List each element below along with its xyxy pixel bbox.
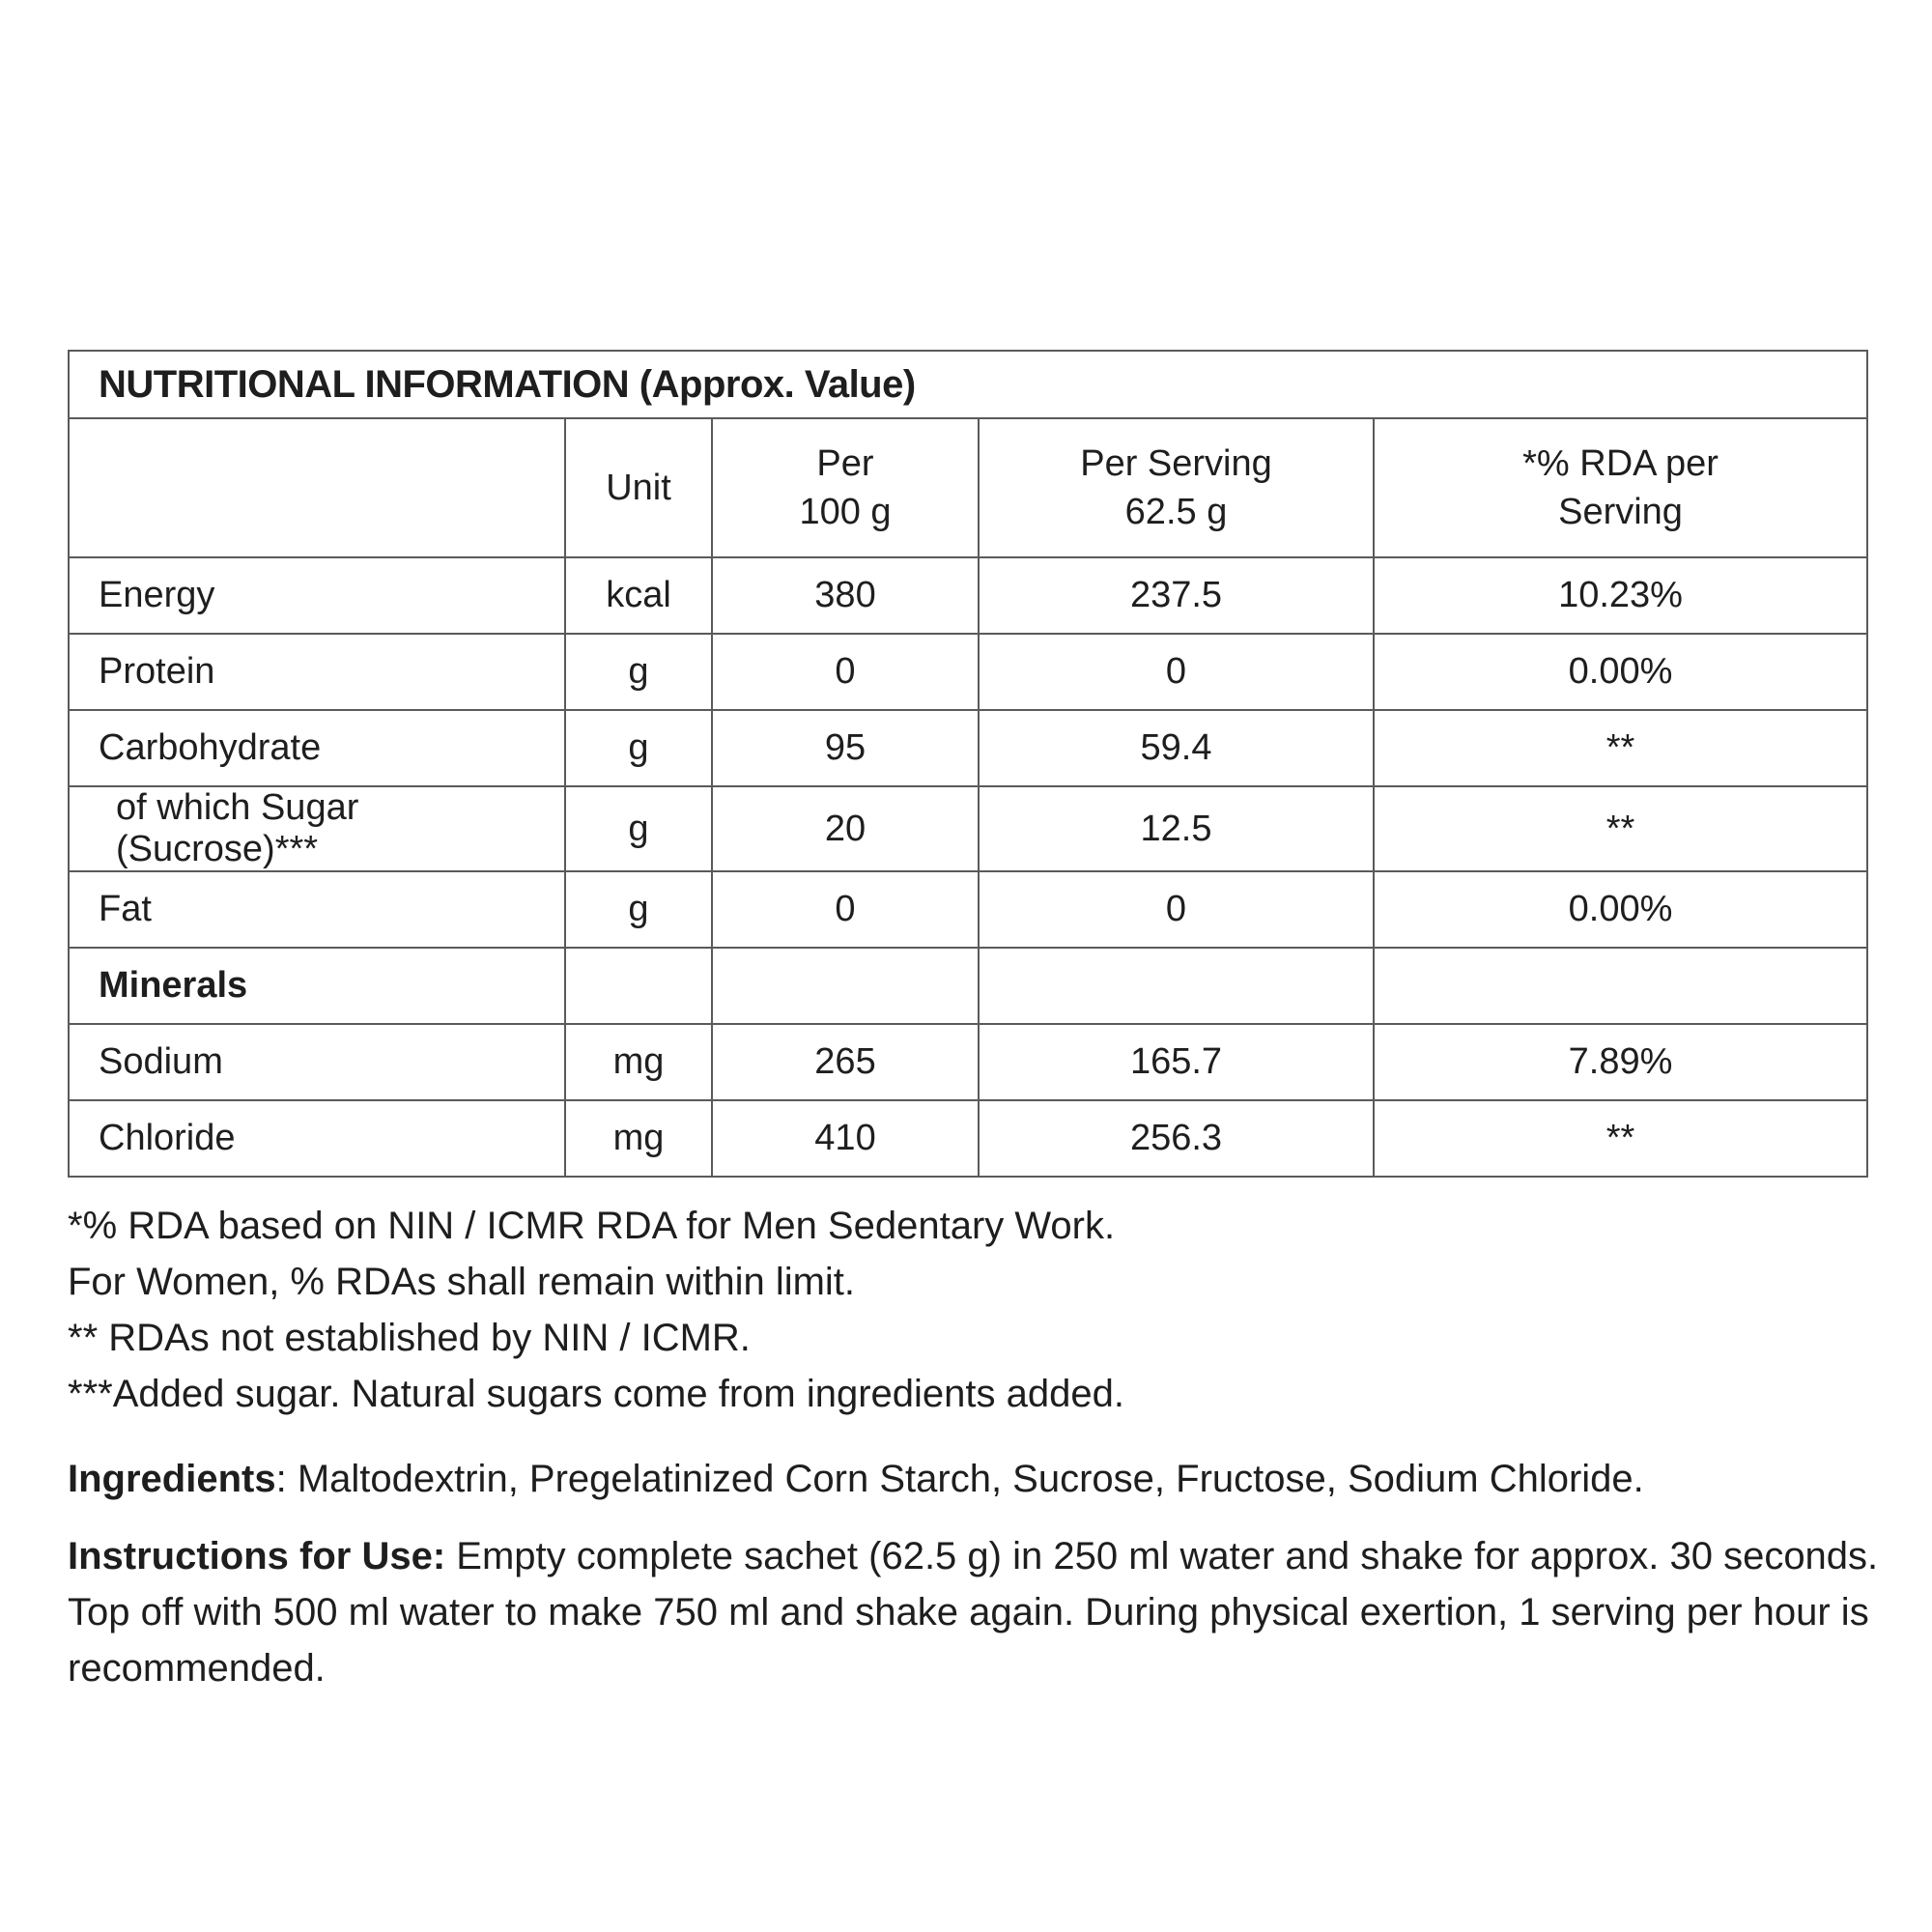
nutrient-per-serving: 0 (979, 871, 1374, 948)
nutrient-rda: ** (1374, 1100, 1867, 1177)
table-row-minerals (69, 948, 1867, 1024)
header-unit: Unit (565, 418, 712, 557)
nutrient-rda: 7.89% (1374, 1024, 1867, 1100)
header-per-serving (979, 418, 1374, 557)
instructions-text: Empty complete sachet (62.5 g) in 250 ml water and shake for approx. 30 seconds. Top off with 500 ml water to make 750 ml and shake again. During physical exertion, 1 serving per hour is recommended. (68, 1535, 1879, 1690)
header-per-100g-line2: 100 g (799, 492, 892, 532)
header-rda (1374, 418, 1867, 557)
table-row-fat (69, 871, 1867, 948)
ingredients-label: Ingredients (68, 1458, 276, 1500)
nutrient-unit (565, 948, 712, 1024)
nutrient-rda (1374, 948, 1867, 1024)
nutrient-unit: kcal (565, 557, 712, 634)
header-per-100g-line1: Per (816, 443, 874, 484)
table-row-chloride (69, 1100, 1867, 1177)
table-title: NUTRITIONAL INFORMATION (Approx. Value) (69, 351, 1867, 418)
instructions-paragraph (68, 1528, 1884, 1696)
nutrient-label: Carbohydrate (69, 710, 565, 786)
footnote-rda-basis: *% RDA based on NIN / ICMR RDA for Men Sedentary Work. (68, 1205, 1116, 1247)
header-per-serving-line2: 62.5 g (1124, 492, 1228, 532)
table-row-sugar (69, 786, 1867, 871)
header-rda-line1: *% RDA per (1522, 443, 1719, 484)
nutrition-panel (68, 350, 1866, 1178)
nutrient-per-100g: 0 (712, 871, 979, 948)
nutrient-label: Energy (69, 557, 565, 634)
table-row-energy (69, 557, 1867, 634)
table-row-carbohydrate (69, 710, 1867, 786)
nutrient-unit: g (565, 786, 712, 871)
table-header-row (69, 418, 1867, 557)
nutrient-label: of which Sugar (Sucrose)*** (69, 786, 565, 871)
nutrient-per-100g: 95 (712, 710, 979, 786)
nutrient-rda: 10.23% (1374, 557, 1867, 634)
header-per-100g (712, 418, 979, 557)
nutrient-per-100g: 265 (712, 1024, 979, 1100)
nutrient-rda: 0.00% (1374, 871, 1867, 948)
nutrient-per-serving: 0 (979, 634, 1374, 710)
instructions-label: Instructions for Use: (68, 1535, 446, 1577)
nutrient-unit: mg (565, 1100, 712, 1177)
nutrient-label: Fat (69, 871, 565, 948)
nutrient-label: Sodium (69, 1024, 565, 1100)
nutrient-per-serving: 165.7 (979, 1024, 1374, 1100)
table-row-sodium (69, 1024, 1867, 1100)
ingredients-text: : Maltodextrin, Pregelatinized Corn Starch, Sucrose, Fructose, Sodium Chloride. (275, 1458, 1644, 1500)
nutrient-rda: ** (1374, 710, 1867, 786)
nutrient-label: Protein (69, 634, 565, 710)
nutrient-per-100g (712, 948, 979, 1024)
nutrient-per-serving: 12.5 (979, 786, 1374, 871)
nutrient-per-100g: 410 (712, 1100, 979, 1177)
nutrient-unit: g (565, 634, 712, 710)
header-nutrient-blank (69, 418, 565, 557)
header-rda-line2: Serving (1558, 492, 1683, 532)
nutrient-per-serving: 59.4 (979, 710, 1374, 786)
nutrient-unit: g (565, 710, 712, 786)
nutrient-per-100g: 20 (712, 786, 979, 871)
nutrient-label: Chloride (69, 1100, 565, 1177)
footnotes (68, 1198, 1884, 1422)
ingredients-paragraph (68, 1451, 1884, 1507)
nutrient-unit: mg (565, 1024, 712, 1100)
header-per-serving-line1: Per Serving (1080, 443, 1272, 484)
table-row-protein (69, 634, 1867, 710)
nutrient-unit: g (565, 871, 712, 948)
nutrient-per-100g: 0 (712, 634, 979, 710)
footnote-not-established: ** RDAs not established by NIN / ICMR. (68, 1317, 751, 1359)
footnote-women: For Women, % RDAs shall remain within limit. (68, 1261, 856, 1303)
footnote-added-sugar: ***Added sugar. Natural sugars come from ingredients added. (68, 1373, 1124, 1415)
nutrient-per-serving (979, 948, 1374, 1024)
nutrition-table (68, 350, 1868, 1178)
section-label-minerals: Minerals (69, 948, 565, 1024)
nutrient-per-serving: 237.5 (979, 557, 1374, 634)
nutrient-per-serving: 256.3 (979, 1100, 1374, 1177)
nutrient-per-100g: 380 (712, 557, 979, 634)
nutrient-rda: ** (1374, 786, 1867, 871)
nutrient-rda: 0.00% (1374, 634, 1867, 710)
